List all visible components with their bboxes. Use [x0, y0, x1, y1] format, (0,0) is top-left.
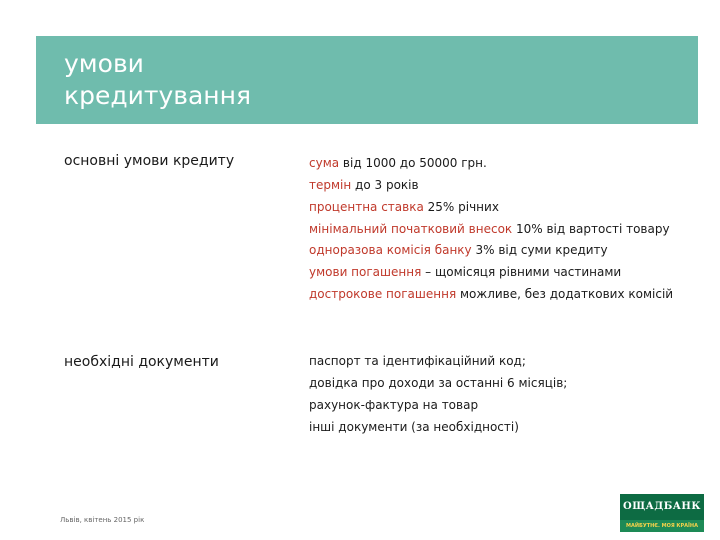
page-title: умови кредитування: [64, 49, 252, 110]
term-value: – щомісяця рівними частинами: [421, 265, 622, 279]
term-item-sum: [309, 156, 487, 170]
term-item-repayment: [309, 265, 621, 279]
term-item-rate: [309, 200, 499, 214]
term-key: термін: [309, 178, 352, 192]
term-item-downpayment: [309, 222, 670, 236]
term-value: можливе, без додаткових комісій: [456, 287, 674, 301]
document-item: довідка про доходи за останні 6 місяців;: [309, 376, 568, 390]
term-value: 3% від суми кредиту: [471, 243, 608, 257]
documents-label: необхідні документи: [64, 354, 219, 370]
header-banner: [36, 36, 698, 124]
term-key: умови погашення: [309, 265, 422, 279]
term-key: мінімальний початковий внесок: [309, 222, 513, 236]
document-item: рахунок-фактура на товар: [309, 398, 479, 412]
footer-date: Львів, квітень 2015 рік: [60, 516, 145, 524]
term-value: від 1000 до 50000 грн.: [339, 156, 487, 170]
term-key: процентна ставка: [309, 200, 424, 214]
term-value: до 3 років: [351, 178, 419, 192]
logo-slogan: МАЙБУТНЄ. МОЯ КРАЇНА: [620, 520, 704, 532]
document-item: інші документи (за необхідності): [309, 420, 519, 434]
term-key: дострокове погашення: [309, 287, 457, 301]
logo-name: ОЩАДБАНК: [620, 494, 704, 520]
term-item-duration: [309, 178, 419, 192]
term-key: одноразова комісія банку: [309, 243, 472, 257]
term-item-early-repayment: [309, 287, 673, 301]
bank-logo: [620, 494, 704, 540]
main-terms-label: основні умови кредиту: [64, 153, 235, 169]
term-key: сума: [309, 156, 340, 170]
term-value: 25% річних: [423, 200, 499, 214]
term-value: 10% від вартості товару: [512, 222, 670, 236]
document-item: паспорт та ідентифікаційний код;: [309, 354, 526, 368]
term-item-fee: [309, 243, 608, 257]
